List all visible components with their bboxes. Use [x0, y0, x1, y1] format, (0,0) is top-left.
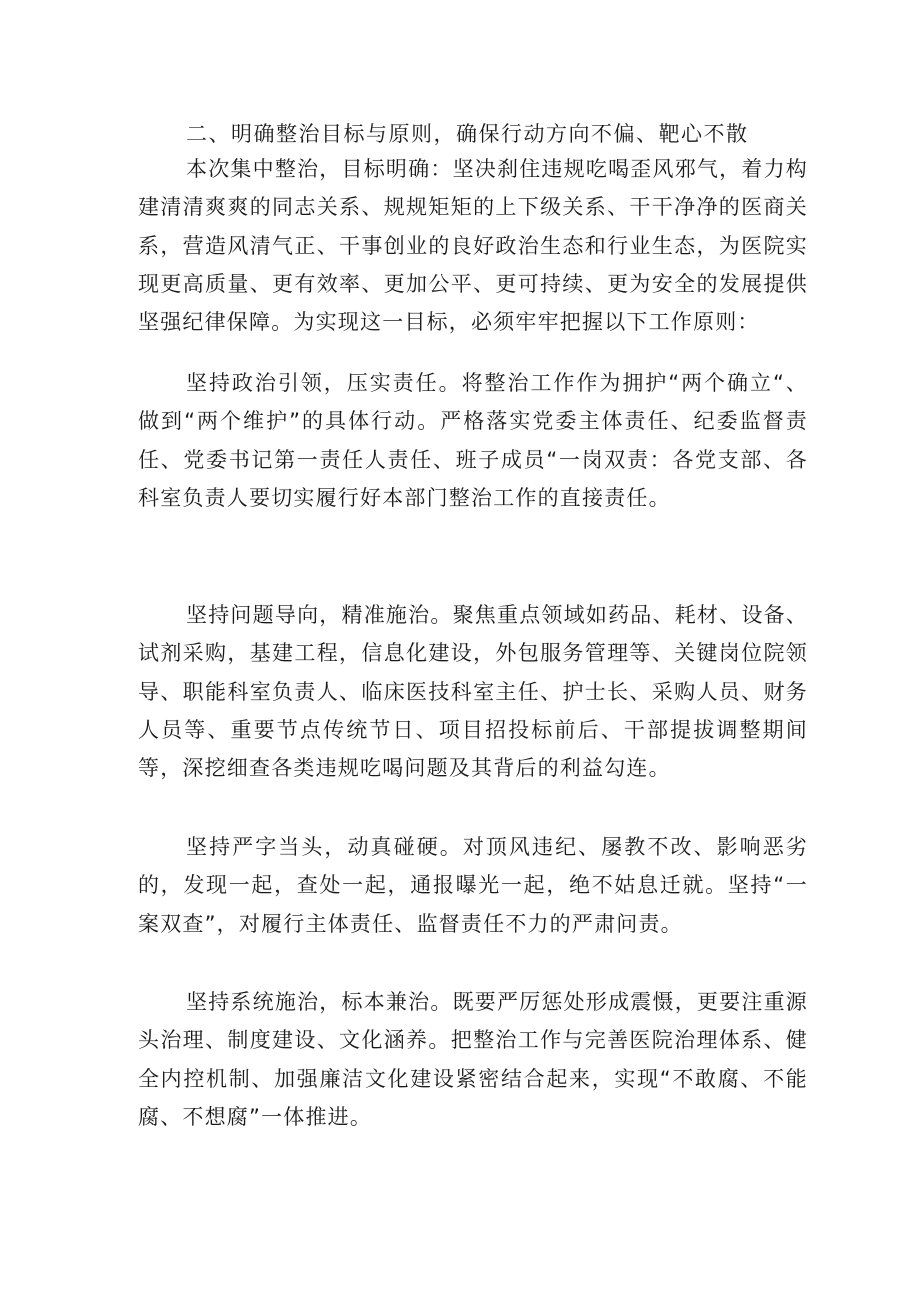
section-heading: 二、明确整治目标与原则，确保行动方向不偏、靶心不散: [186, 122, 749, 146]
paragraph-principle-strict: 坚持严字当头，动真碰硬。对顶风违纪、屡教不改、影响恶劣的，发现一起，查处一起，通报曝光一起，绝不姑息迁就。坚持“一案双查”，对履行主体责任、监督责任不力的严肃问责。: [138, 835, 808, 936]
paragraph-goal: 本次集中整治，目标明确：坚决刹住违规吃喝歪风邪气，着力构建清清爽爽的同志关系、规规矩矩的上下级关系、干干净净的医商关系，营造风清气正、干事创业的良好政治生态和行业生态，为医院实现更高质量、更有效率、更加公平、更可持续、更为安全的发展提供坚强纪律保障。为实现这一目标，必须牢牢把握以下工作原则：: [138, 157, 808, 335]
paragraph-principle-political: 坚持政治引领，压实责任。将整治工作作为拥护“两个确立“、做到“两个维护”的具体行动。严格落实党委主体责任、纪委监督责任、党委书记第一责任人责任、班子成员“一岗双责：各党支部、各科室负责人要切实履行好本部门整治工作的直接责任。: [138, 371, 808, 510]
paragraph-principle-problem: 坚持问题导向，精准施治。聚焦重点领域如药品、耗材、设备、试剂采购，基建工程，信息化建设，外包服务管理等、关键岗位院领导、职能科室负责人、临床医技科室主任、护士长、采购人员、财务人员等、重要节点传统节日、项目招投标前后、干部提拔调整期间等，深挖细查各类违规吃喝问题及其背后的利益勾连。: [138, 603, 808, 781]
paragraph-principle-systemic: 坚持系统施治，标本兼治。既要严厉惩处形成震慑，更要注重源头治理、制度建设、文化涵养。把整治工作与完善医院治理体系、健全内控机制、加强廉洁文化建设紧密结合起来，实现“不敢腐、不能腐、不想腐”一体推进。: [138, 990, 808, 1129]
